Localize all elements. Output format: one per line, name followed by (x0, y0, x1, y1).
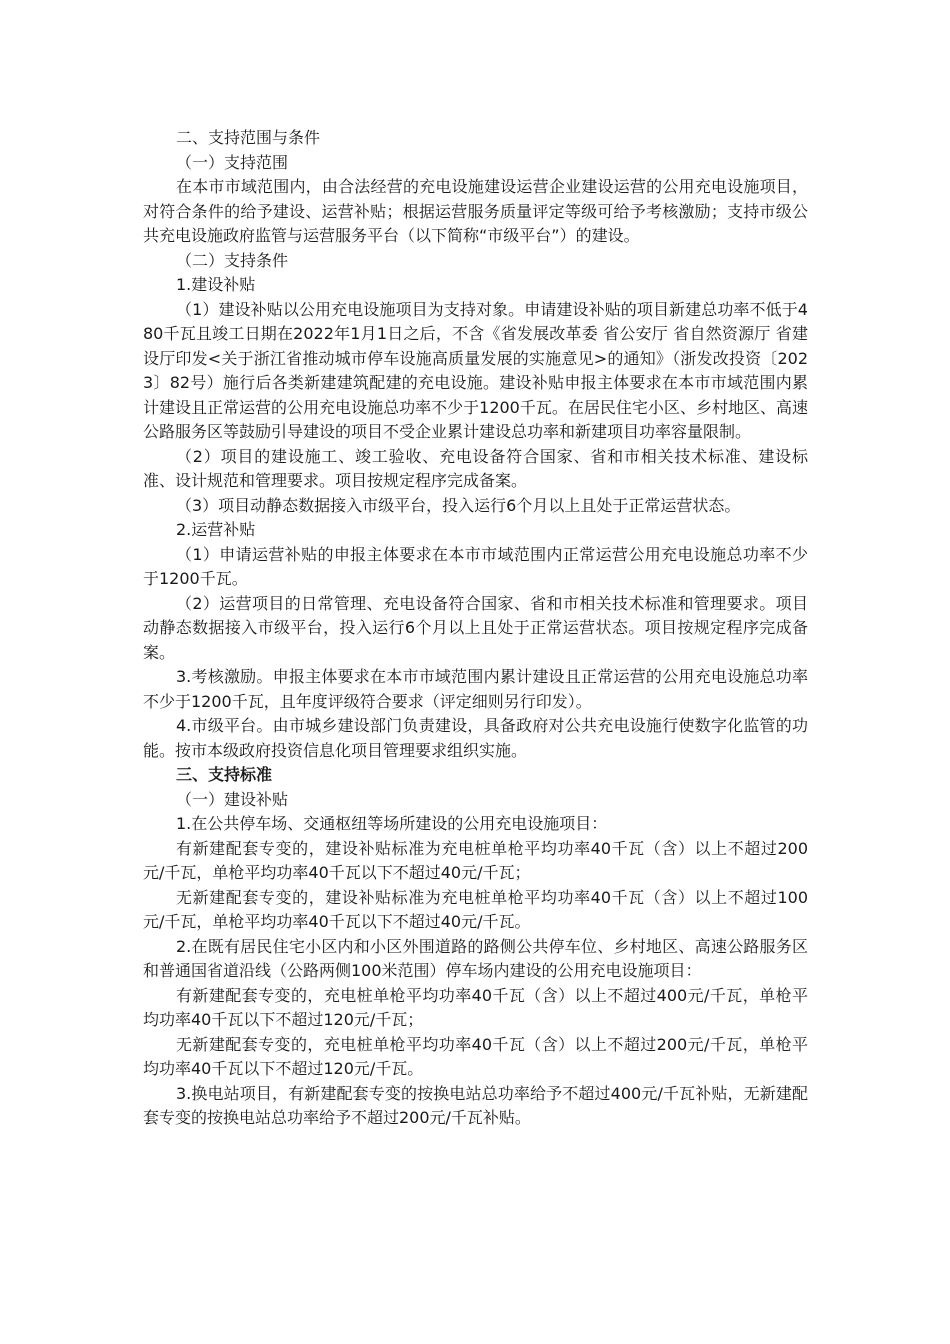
heading-section-2: 二、支持范围与条件 (176, 128, 321, 147)
item-battery-swap-station: 3.换电站项目，有新建配套专变的按换电站总功率给予不超过400元/千瓦补贴，无新建配套专变的按换电站总功率给予不超过200元/千瓦补贴。 (143, 1083, 808, 1127)
item-construction-subsidy: 1.建设补贴 (176, 275, 256, 294)
subheading-construction-subsidy: （一）建设补贴 (176, 789, 289, 809)
paragraph-support-scope: 在本市市域范围内，由合法经营的充电设施建设运营企业建设运营的公用充电设施项目，对符合条件的给予建设、运营补贴；根据运营服务质量评定等级可给予考核激励；支持市级公共充电设施政府监管与运营服务平台（以下简称“市级平台”）的建设。 (143, 177, 808, 245)
subheading-support-conditions: （二）支持条件 (176, 250, 289, 270)
paragraph-assessment-incentive: 3.考核激励。申报主体要求在本市市域范围内累计建设且正常运营的公用充电设施总功率不少于1200千瓦，且年度评级符合要求（评定细则另行印发）。 (143, 667, 808, 711)
paragraph-construction-3: （3）项目动静态数据接入市级平台，投入运行6个月以上且处于正常运营状态。 (176, 495, 741, 515)
paragraph-residential-without-transformer: 无新建配套专变的，充电桩单枪平均功率40千瓦（含）以上不超过200元/千瓦，单枪平均功率40千瓦以下不超过120元/千瓦。 (143, 1034, 808, 1078)
paragraph-operation-1: （1）申请运营补贴的申报主体要求在本市市域范围内正常运营公用充电设施总功率不少于1200千瓦。 (143, 544, 808, 588)
paragraph-public-without-transformer: 无新建配套专变的，建设补贴标准为充电桩单枪平均功率40千瓦（含）以上不超过100元/千瓦，单枪平均功率40千瓦以下不超过40元/千瓦。 (143, 887, 808, 931)
item-public-parking: 1.在公共停车场、交通枢纽等场所建设的公用充电设施项目： (176, 814, 608, 833)
heading-section-3: 三、支持标准 (176, 765, 273, 784)
paragraph-construction-2: （2）项目的建设施工、竣工验收、充电设备符合国家、省和市相关技术标准、建设标准、设计规范和管理要求。项目按规定程序完成备案。 (143, 446, 808, 490)
paragraph-city-platform: 4.市级平台。由市城乡建设部门负责建设，具备政府对公共充电设施行使数字化监管的功能。按市本级政府投资信息化项目管理要求组织实施。 (143, 716, 808, 760)
paragraph-construction-1: （1）建设补贴以公用充电设施项目为支持对象。申请建设补贴的项目新建总功率不低于480千瓦且竣工日期在2022年1月1日之后，不含《省发展改革委 省公安厅 省自然资源厅 省建设厅印发<关于浙江省推动城市停车设施高质量发展的实施意见>的通知》（浙发改投资〔2023〕82号）施行后各类新建建筑配建的充电设施。建设补贴申报主体要求在本市市域范围内累计建设且正常运营的公用充电设施总功率不少于1200千瓦。在居民住宅小区、乡村地区、高速公路服务区等鼓励引导建设的项目不受企业累计建设总功率和新建项目功率容量限制。 (143, 299, 808, 441)
paragraph-residential-with-transformer: 有新建配套专变的，充电桩单枪平均功率40千瓦（含）以上不超过400元/千瓦，单枪平均功率40千瓦以下不超过120元/千瓦； (143, 985, 808, 1029)
paragraph-operation-2: （2）运营项目的日常管理、充电设备符合国家、省和市相关技术标准和管理要求。项目动静态数据接入市级平台，投入运行6个月以上且处于正常运营状态。项目按规定程序完成备案。 (143, 593, 808, 662)
paragraph-public-with-transformer: 有新建配套专变的，建设补贴标准为充电桩单枪平均功率40千瓦（含）以上不超过200元/千瓦，单枪平均功率40千瓦以下不超过40元/千瓦； (143, 838, 808, 882)
subheading-support-scope: （一）支持范围 (176, 152, 289, 172)
document-page (143, 126, 808, 1131)
item-residential-rural: 2.在既有居民住宅小区内和小区外围道路的路侧公共停车位、乡村地区、高速公路服务区和普通国省道沿线（公路两侧100米范围）停车场内建设的公用充电设施项目： (143, 936, 808, 980)
item-operation-subsidy: 2.运营补贴 (176, 520, 256, 539)
